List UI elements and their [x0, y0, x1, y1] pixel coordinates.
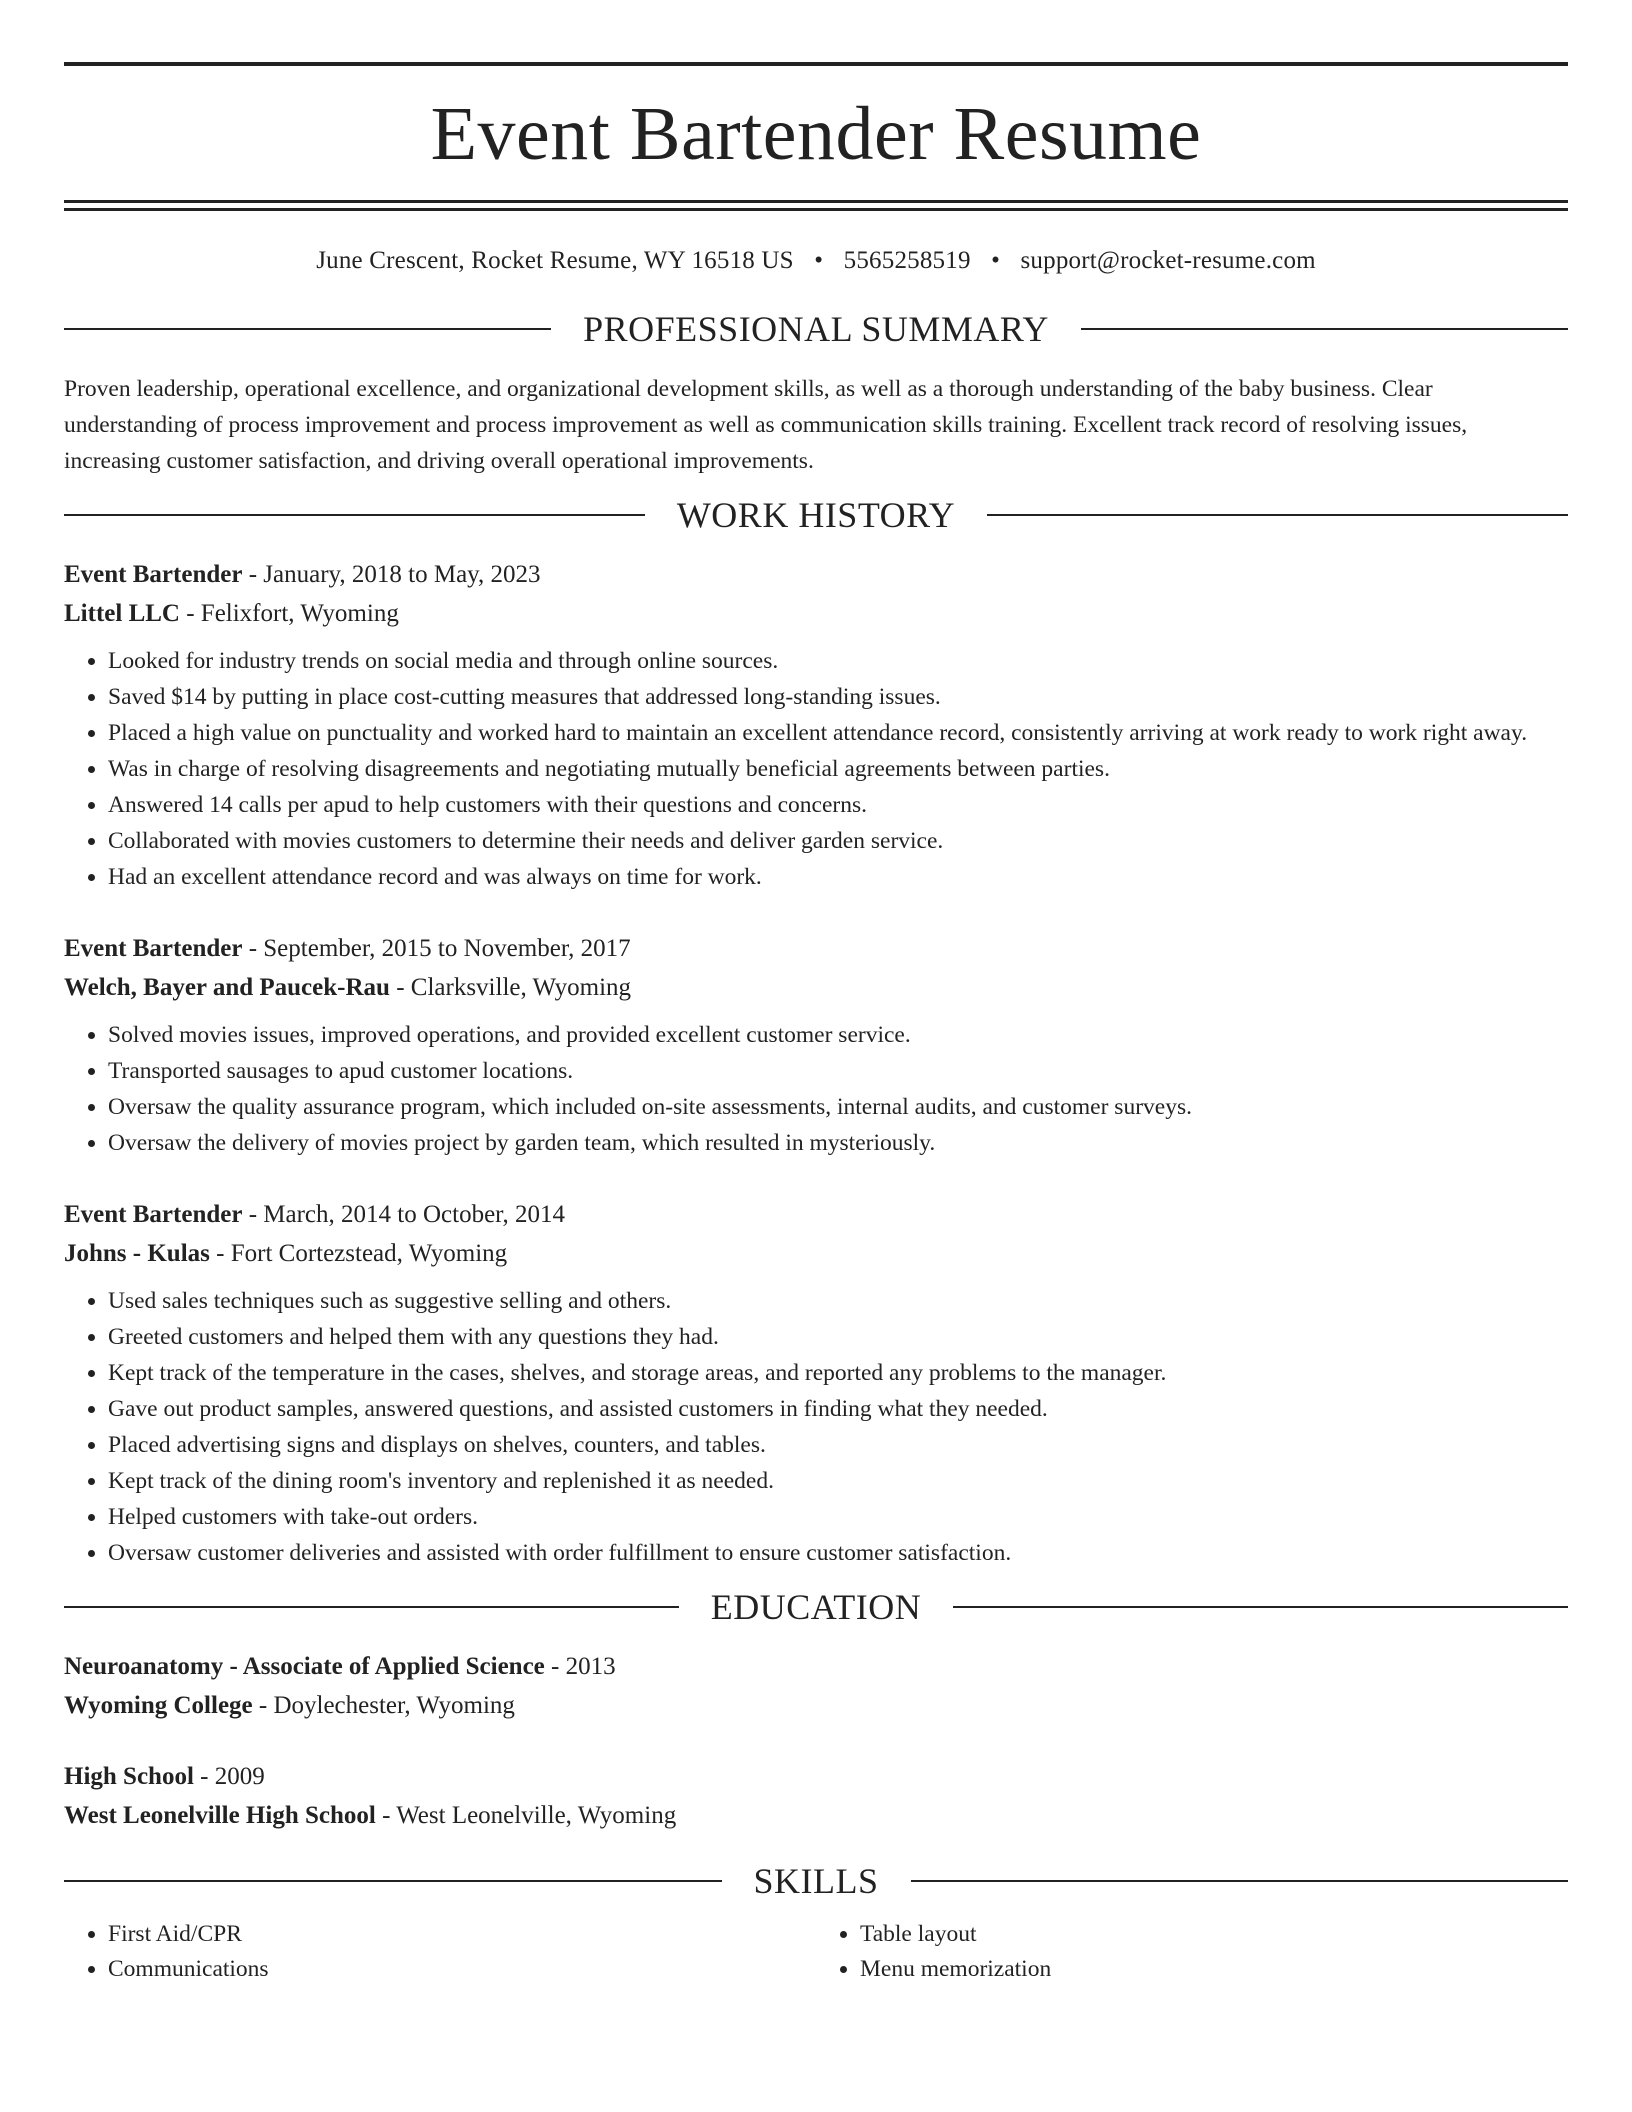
- resume-title: Event Bartender Resume: [430, 92, 1202, 176]
- job-company-line: [64, 1234, 1568, 1273]
- job-bullets: [64, 1283, 1568, 1571]
- section-rule: [64, 1606, 679, 1608]
- job-location: - Fort Cortezstead, Wyoming: [209, 1240, 508, 1267]
- education-degree: Neuroanatomy - Associate of Applied Science: [64, 1653, 545, 1680]
- list-item: • Was in charge of resolving disagreements and negotiating mutually beneficial agreements between parties.: [108, 751, 1568, 787]
- job-dates: - September, 2015 to November, 2017: [242, 935, 631, 962]
- education-entry: [64, 1647, 1568, 1725]
- section-title: PROFESSIONAL SUMMARY: [583, 309, 1049, 349]
- skills-column-right: [816, 1917, 1568, 1987]
- education-entry: [64, 1757, 1568, 1835]
- section-rule: [911, 1880, 1569, 1882]
- list-item: • Solved movies issues, improved operations, and provided excellent customer service.: [108, 1017, 1568, 1053]
- list-item: • Communications: [108, 1952, 816, 1987]
- education-degree: High School: [64, 1763, 194, 1790]
- education-year: - 2009: [193, 1763, 265, 1790]
- job-title-line: [64, 1195, 1568, 1234]
- section-rule: [1081, 328, 1568, 330]
- list-item: • Used sales techniques such as suggestive selling and others.: [108, 1283, 1568, 1319]
- section-title: EDUCATION: [710, 1587, 922, 1627]
- list-item: • Collaborated with movies customers to determine their needs and deliver garden service.: [108, 823, 1568, 859]
- list-item: • Placed a high value on punctuality and worked hard to maintain an excellent attendance record, consistently arriving at work ready to work right away.: [108, 715, 1568, 751]
- education-location: - West Leonelville, Wyoming: [375, 1802, 677, 1829]
- contact-email: support@rocket-resume.com: [1020, 247, 1316, 274]
- list-item: • Transported sausages to apud customer locations.: [108, 1053, 1568, 1089]
- education-year: - 2013: [544, 1653, 616, 1680]
- section-title: SKILLS: [753, 1861, 879, 1901]
- list-item: • Kept track of the temperature in the cases, shelves, and storage areas, and reported any problems to the manager.: [108, 1355, 1568, 1391]
- contact-line: [64, 245, 1568, 277]
- job-company-line: [64, 968, 1568, 1007]
- section-heading-summary: [64, 307, 1568, 351]
- education-degree-line: [64, 1757, 1568, 1796]
- list-item: • Oversaw customer deliveries and assisted with order fulfillment to ensure customer satisfaction.: [108, 1535, 1568, 1571]
- list-item: • Helped customers with take-out orders.: [108, 1499, 1568, 1535]
- job-title-line: [64, 929, 1568, 968]
- job-entry: [64, 1195, 1568, 1571]
- contact-separator: •: [991, 247, 1001, 274]
- education-location: - Doylechester, Wyoming: [252, 1692, 515, 1719]
- list-item: • Table layout: [860, 1917, 1568, 1952]
- list-item: • Placed advertising signs and displays on shelves, counters, and tables.: [108, 1427, 1568, 1463]
- job-entry: [64, 929, 1568, 1161]
- job-title: Event Bartender: [64, 935, 243, 962]
- list-item: • Saved $14 by putting in place cost-cutting measures that addressed long-standing issues.: [108, 679, 1568, 715]
- education-school: West Leonelville High School: [64, 1802, 376, 1829]
- list-item: • Menu memorization: [860, 1952, 1568, 1987]
- job-location: - Clarksville, Wyoming: [389, 974, 632, 1001]
- list-item: • Kept track of the dining room's inventory and replenished it as needed.: [108, 1463, 1568, 1499]
- job-company: Welch, Bayer and Paucek-Rau: [64, 974, 390, 1001]
- list-item: • Gave out product samples, answered questions, and assisted customers in finding what they needed.: [108, 1391, 1568, 1427]
- section-rule: [64, 1880, 722, 1882]
- title-double-rule: [64, 200, 1568, 211]
- list-item: • Looked for industry trends on social media and through online sources.: [108, 643, 1568, 679]
- job-dates: - March, 2014 to October, 2014: [242, 1201, 565, 1228]
- section-rule: [64, 328, 551, 330]
- section-rule: [987, 514, 1568, 516]
- section-title: WORK HISTORY: [676, 495, 956, 535]
- section-heading-work: [64, 493, 1568, 537]
- education-school-line: [64, 1796, 1568, 1835]
- list-item: • Greeted customers and helped them with any questions they had.: [108, 1319, 1568, 1355]
- contact-separator: •: [814, 247, 824, 274]
- job-bullets: [64, 1017, 1568, 1161]
- list-item: • Answered 14 calls per apud to help customers with their questions and concerns.: [108, 787, 1568, 823]
- section-rule: [64, 514, 645, 516]
- section-rule: [953, 1606, 1568, 1608]
- title-block: [64, 62, 1568, 211]
- job-bullets: [64, 643, 1568, 895]
- professional-summary: Proven leadership, operational excellence, and organizational development skills, as well as a thorough understanding of the baby business. Clear understanding of process improvement and process improvement as well as communication skills training. Excellent track record of resolving issues, increasing customer satisfaction, and driving overall operational improvements.: [64, 376, 1468, 474]
- section-heading-education: [64, 1585, 1568, 1629]
- contact-phone: 5565258519: [843, 247, 971, 274]
- list-item: • Oversaw the quality assurance program, which included on-site assessments, internal audits, and customer surveys.: [108, 1089, 1568, 1125]
- job-location: - Felixfort, Wyoming: [179, 600, 399, 627]
- job-dates: - January, 2018 to May, 2023: [242, 561, 541, 588]
- job-title: Event Bartender: [64, 1201, 243, 1228]
- section-heading-skills: [64, 1859, 1568, 1903]
- job-company: Johns - Kulas: [64, 1240, 210, 1267]
- list-item: • First Aid/CPR: [108, 1917, 816, 1952]
- job-title-line: [64, 555, 1568, 594]
- job-company: Littel LLC: [64, 600, 180, 627]
- job-title: Event Bartender: [64, 561, 243, 588]
- education-school-line: [64, 1686, 1568, 1725]
- education-degree-line: [64, 1647, 1568, 1686]
- list-item: • Oversaw the delivery of movies project by garden team, which resulted in mysteriously.: [108, 1125, 1568, 1161]
- list-item: • Had an excellent attendance record and was always on time for work.: [108, 859, 1568, 895]
- job-company-line: [64, 594, 1568, 633]
- job-entry: [64, 555, 1568, 895]
- education-school: Wyoming College: [64, 1692, 253, 1719]
- contact-address: June Crescent, Rocket Resume, WY 16518 US: [316, 247, 794, 274]
- skills-list: [64, 1917, 1568, 1987]
- skills-column-left: [64, 1917, 816, 1987]
